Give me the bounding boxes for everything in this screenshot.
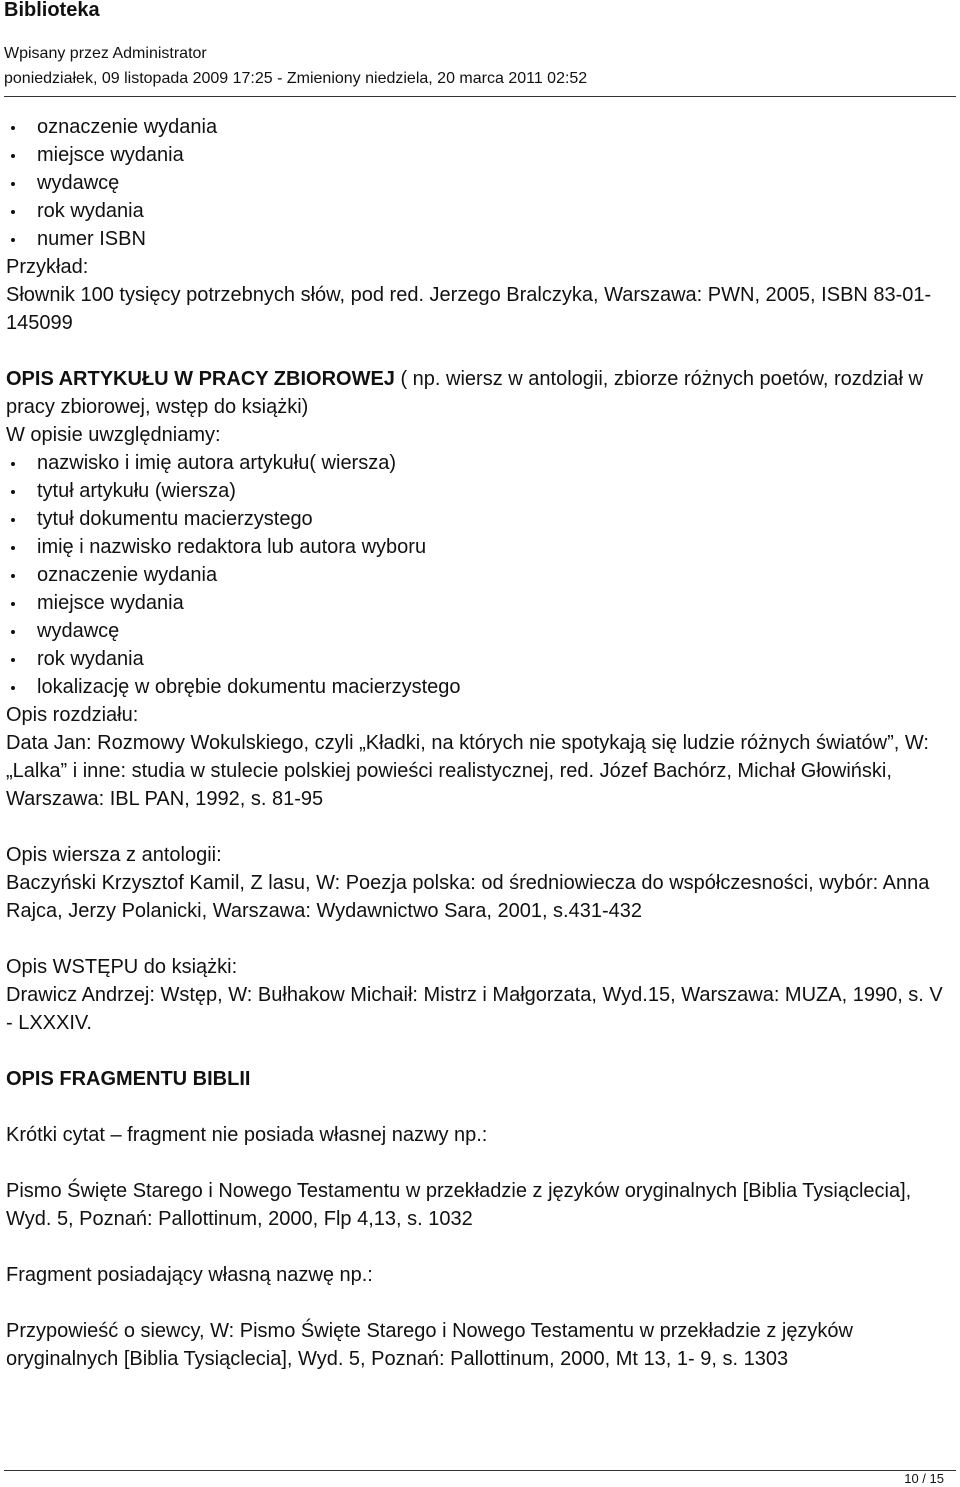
list-item: rok wydania [6, 197, 950, 225]
list-item: nazwisko i imię autora artykułu( wiersza) [6, 449, 950, 477]
list-item: tytuł dokumentu macierzystego [6, 505, 950, 533]
section-intro: W opisie uwzględniamy: [6, 424, 221, 446]
list-item: numer ISBN [6, 225, 950, 253]
example-text: Słownik 100 tysięcy potrzebnych słów, pod red. Jerzego Bralczyka, Warszawa: PWN, 2005, ISBN 83-01-145099 [6, 284, 932, 334]
list-item: wydawcę [6, 169, 950, 197]
list-item: wydawcę [6, 617, 950, 645]
preface-label: Opis WSTĘPU do książki: [6, 956, 238, 978]
article-body [6, 113, 950, 1373]
section-subtitle: ( np. wiersz w antologii, zbiorze różnych poetów, rozdział w pracy zbiorowej, wstęp do książki) [6, 368, 923, 418]
section-bible-heading: OPIS FRAGMENTU BIBLII [6, 1068, 251, 1090]
named-fragment-example: Przypowieść o siewcy, W: Pismo Święte Starego i Nowego Testamentu w przekładzie z języków oryginalnych [Biblia Tysiąclecia], Wyd. 5, Poznań: Pallottinum, 2000, Mt 13, 1- 9, s. 1303 [6, 1320, 854, 1370]
list-item: imię i nazwisko redaktora lub autora wyboru [6, 533, 950, 561]
author-line: Wpisany przez Administrator [4, 45, 207, 62]
list-item: miejsce wydania [6, 141, 950, 169]
poem-example: Baczyński Krzysztof Kamil, Z lasu, W: Poezja polska: od średniowiecza do współczesności, wybór: Anna Rajca, Jerzy Polanicki, Warszawa: Wydawnictwo Sara, 2001, s.431-432 [6, 872, 930, 922]
chapter-label: Opis rozdziału: [6, 704, 139, 726]
chapter-example: Data Jan: Rozmowy Wokulskiego, czyli „Kładki, na których nie spotykają się ludzie różnych światów”, W: „Lalka” i inne: studia w stulecie polskiej powieści realistycznej, red. Józef Bachórz, Michał Głowiński, Warszawa: IBL PAN, 1992, s. 81-95 [6, 732, 929, 810]
header-divider [4, 96, 956, 97]
footer-divider [4, 1470, 956, 1471]
list-item: lokalizację w obrębie dokumentu macierzystego [6, 673, 950, 701]
list-article-fields [6, 449, 950, 701]
section-article-heading [6, 365, 950, 421]
example-label: Przykład: [6, 256, 89, 278]
short-quote-example: Pismo Święte Starego i Nowego Testamentu w przekładzie z języków oryginalnych [Biblia Tysiąclecia], Wyd. 5, Poznań: Pallottinum, 2000, Flp 4,13, s. 1032 [6, 1180, 912, 1230]
list-item: oznaczenie wydania [6, 561, 950, 589]
poem-label: Opis wiersza z antologii: [6, 844, 222, 866]
date-line: poniedziałek, 09 listopada 2009 17:25 - Zmieniony niedziela, 20 marca 2011 02:52 [4, 70, 588, 87]
named-fragment-label: Fragment posiadający własną nazwę np.: [6, 1264, 373, 1286]
page-number: 10 / 15 [904, 1471, 944, 1486]
list-item: tytuł artykułu (wiersza) [6, 477, 950, 505]
section-title: OPIS ARTYKUŁU W PRACY ZBIOROWEJ [6, 368, 395, 390]
list-item: rok wydania [6, 645, 950, 673]
preface-example: Drawicz Andrzej: Wstęp, W: Bułhakow Michaił: Mistrz i Małgorzata, Wyd.15, Warszawa: MUZA, 1990, s. V - LXXXIV. [6, 984, 943, 1034]
list-item: miejsce wydania [6, 589, 950, 617]
short-quote-label: Krótki cytat – fragment nie posiada własnej nazwy np.: [6, 1124, 488, 1146]
list-item: oznaczenie wydania [6, 113, 950, 141]
list-top [6, 113, 950, 253]
site-title: Biblioteka [4, 0, 100, 21]
